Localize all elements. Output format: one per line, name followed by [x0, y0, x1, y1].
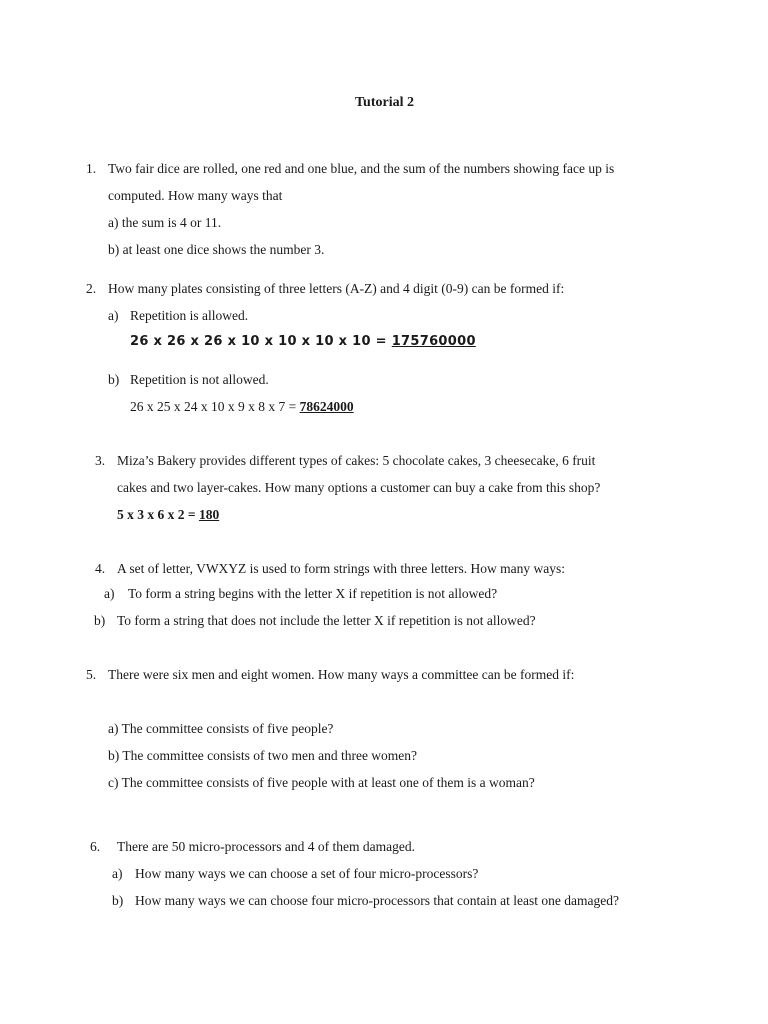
- q5-number: 5.: [86, 667, 97, 682]
- q2-part-a-text: Repetition is allowed.: [130, 308, 249, 323]
- q4-part-a-text: To form a string begins with the letter X if repetition is not allowed?: [128, 586, 498, 601]
- q1-part-a: a) the sum is 4 or 11.: [108, 215, 222, 230]
- q1-part-b: b) at least one dice shows the number 3.: [108, 242, 325, 257]
- q3-expression: 5 x 3 x 6 x 2 =: [117, 507, 199, 522]
- q3-solution: [117, 506, 219, 524]
- q5-text: There were six men and eight women. How many ways a committee can be formed if:: [108, 667, 575, 682]
- q5-part-a: a) The committee consists of five people?: [108, 721, 334, 736]
- q5-part-b: b) The committee consists of two men and three women?: [108, 748, 418, 763]
- q1-number: 1.: [86, 161, 97, 176]
- q5-part-c: c) The committee consists of five people with at least one of them is a woman?: [108, 775, 535, 790]
- q3-text-line2: cakes and two layer-cakes. How many options a customer can buy a cake from this shop?: [117, 480, 601, 495]
- q4-number: 4.: [95, 561, 106, 576]
- q3-answer: 180: [198, 507, 220, 522]
- q6-part-a-marker: a): [112, 866, 123, 881]
- q6-part-b-text: How many ways we can choose four micro-processors that contain at least one damaged?: [135, 893, 619, 908]
- q2-part-b-text: Repetition is not allowed.: [130, 372, 269, 387]
- q2-part-b-answer: 78624000: [299, 399, 354, 414]
- q2-part-a-answer: 175760000: [391, 334, 476, 349]
- q2-part-a-marker: a): [108, 308, 119, 323]
- q6-part-a-text: How many ways we can choose a set of four micro-processors?: [135, 866, 479, 881]
- q2-part-a-expression: 26 x 26 x 26 x 10 x 10 x 10 x 10 =: [130, 334, 392, 349]
- q1-text-line2: computed. How many ways that: [108, 188, 283, 203]
- q2-part-b-expression: 26 x 25 x 24 x 10 x 9 x 8 x 7 =: [130, 399, 300, 414]
- q4-part-a-marker: a): [104, 586, 115, 601]
- q2-number: 2.: [86, 281, 97, 296]
- q4-text: A set of letter, VWXYZ is used to form strings with three letters. How many ways:: [117, 561, 566, 576]
- q6-text: There are 50 micro-processors and 4 of them damaged.: [117, 839, 416, 854]
- q6-number: 6.: [90, 839, 101, 854]
- q1-text-line1: Two fair dice are rolled, one red and one blue, and the sum of the numbers showing face up is: [108, 161, 615, 176]
- q2-text: How many plates consisting of three letters (A-Z) and 4 digit (0-9) can be formed if:: [108, 281, 565, 296]
- q6-part-b-marker: b): [112, 893, 124, 908]
- q2-part-a-solution: [130, 333, 476, 351]
- q2-part-b-marker: b): [108, 372, 120, 387]
- page-title: Tutorial 2: [355, 95, 414, 110]
- q2-part-b-solution: [130, 398, 354, 416]
- q3-number: 3.: [95, 453, 106, 468]
- q4-part-b-marker: b): [94, 613, 106, 628]
- q3-text-line1: Miza’s Bakery provides different types of cakes: 5 chocolate cakes, 3 cheesecake, 6 fruit: [117, 453, 596, 468]
- q4-part-b-text: To form a string that does not include the letter X if repetition is not allowed?: [117, 613, 536, 628]
